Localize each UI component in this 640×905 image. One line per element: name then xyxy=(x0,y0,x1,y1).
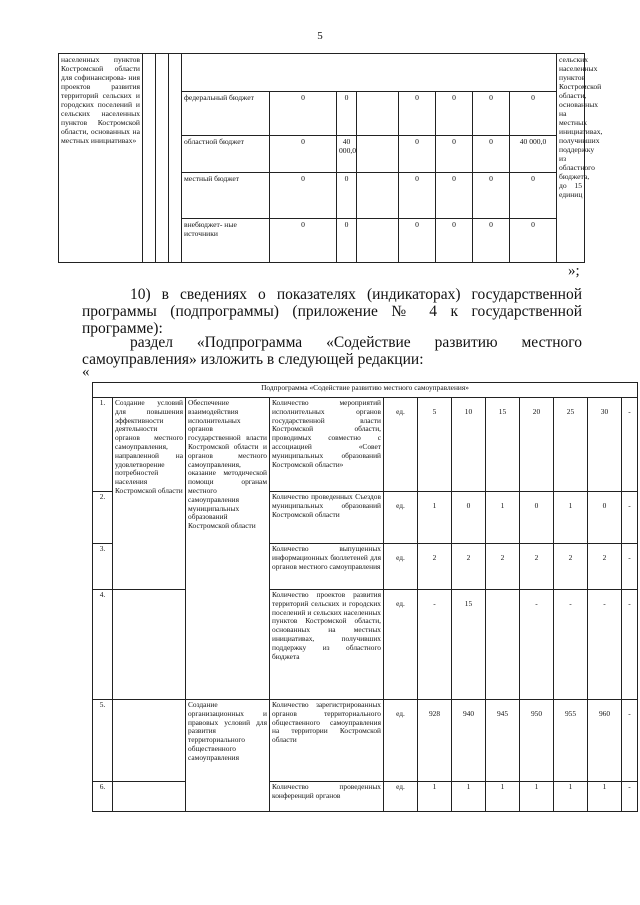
subprogram-header: Подпрограмма «Содействие развитию местного самоуправления» xyxy=(93,383,638,398)
table-row xyxy=(93,398,638,492)
indicator-name: Количество мероприятий исполнительных органов государственной власти Костромской области, проводимых совместно с ассоциацией «Совет муниципальных образований Костромской области» xyxy=(270,398,384,492)
unit: ед. xyxy=(384,700,418,782)
cell: 0 xyxy=(520,492,554,544)
cell: - xyxy=(418,590,452,700)
cell: 0 xyxy=(399,219,436,263)
cell: 5 xyxy=(418,398,452,492)
cell: 1 xyxy=(588,782,622,812)
cell: 0 xyxy=(510,173,557,219)
cell: 955 xyxy=(554,700,588,782)
unit: ед. xyxy=(384,492,418,544)
paragraph-10 xyxy=(82,286,582,337)
row-number: 3. xyxy=(93,544,113,590)
cell: 950 xyxy=(520,700,554,782)
cell: - xyxy=(622,398,638,492)
cell: 1 xyxy=(520,782,554,812)
task-cell: Создание организационных и правовых условий для развития территориального общественного самоуправления xyxy=(186,700,270,812)
cell: - xyxy=(554,590,588,700)
cell: 0 xyxy=(452,492,486,544)
cell: - xyxy=(622,544,638,590)
cell: - xyxy=(622,782,638,812)
unit: ед. xyxy=(384,544,418,590)
cell: 40 000,0 xyxy=(510,136,557,173)
cell: 1 xyxy=(554,782,588,812)
paragraph-text: раздел «Подпрограмма «Содействие развитию местного самоуправления» изложить в следующей редакции: xyxy=(82,334,582,368)
cell: 940 xyxy=(452,700,486,782)
funding-source: федеральный бюджет xyxy=(182,92,270,136)
cell: 0 xyxy=(436,173,473,219)
funding-table xyxy=(58,53,603,263)
indicator-name: Количество проведенных конференций органов xyxy=(270,782,384,812)
cell: 0 xyxy=(270,219,337,263)
cell: 0 xyxy=(510,219,557,263)
page-number: 5 xyxy=(317,30,323,42)
funding-source: местный бюджет xyxy=(182,173,270,219)
cell: 0 xyxy=(473,173,510,219)
cell: - xyxy=(520,590,554,700)
cell: - xyxy=(622,492,638,544)
cell: 25 xyxy=(554,398,588,492)
cell: 1 xyxy=(486,782,520,812)
indicator-name: Количество проектов развития территорий сельских и городских поселений и сельских населенных пунктов Костромской области, основанных на местных инициативах, получивших поддержку из областного бюджета xyxy=(270,590,384,700)
paragraph-section xyxy=(82,334,582,368)
cell xyxy=(486,590,520,700)
cell: 0 xyxy=(473,92,510,136)
cell: 0 xyxy=(270,136,337,173)
cell: 0 xyxy=(399,92,436,136)
cell: 10 xyxy=(452,398,486,492)
unit: ед. xyxy=(384,782,418,812)
indicators-table xyxy=(92,382,638,812)
indicator-name: Количество выпущенных информационных бюллетеней для органов местного самоуправления xyxy=(270,544,384,590)
funding-left-text: населенных пунктов Костромской области для софинансирова- ния проектов развития территорий сельских и городских поселений и сельских населенных пунктов Костромской области, основанных на местных инициативах» xyxy=(59,54,143,263)
cell: 0 xyxy=(436,92,473,136)
cell: 0 xyxy=(473,219,510,263)
cell: 2 xyxy=(486,544,520,590)
cell: 0 xyxy=(337,219,357,263)
funding-right-text: сельских населенных пунктов Костромской области, основанных на местных инициативах, получивших поддержку из областного бюджета, до 15 единиц xyxy=(557,54,585,263)
cell: 0 xyxy=(270,92,337,136)
cell: 15 xyxy=(486,398,520,492)
cell: 2 xyxy=(588,544,622,590)
cell: 0 xyxy=(473,136,510,173)
cell: 15 xyxy=(452,590,486,700)
table-row xyxy=(93,782,638,812)
cell: - xyxy=(588,590,622,700)
cell: 2 xyxy=(520,544,554,590)
cell: 1 xyxy=(418,492,452,544)
table-row xyxy=(93,590,638,700)
task-cell: Обеспечение взаимодействия исполнительных органов государственной власти Костромской области и органов местного самоуправления, оказание методической помощи органам местного самоуправления муниципальных образований Костромской области xyxy=(186,398,270,700)
cell: 1 xyxy=(486,492,520,544)
indicator-name: Количество зарегистрированных органов территориального общественного самоуправления на территории Костромской области xyxy=(270,700,384,782)
cell: 0 xyxy=(436,136,473,173)
cell: 0 xyxy=(399,173,436,219)
cell: 928 xyxy=(418,700,452,782)
unit: ед. xyxy=(384,398,418,492)
cell: 30 xyxy=(588,398,622,492)
funding-source: областной бюджет xyxy=(182,136,270,173)
cell: 0 xyxy=(337,92,357,136)
cell: 2 xyxy=(418,544,452,590)
cell: 0 xyxy=(399,136,436,173)
row-number: 5. xyxy=(93,700,113,782)
cell: 1 xyxy=(554,492,588,544)
row-number: 6. xyxy=(93,782,113,812)
row-number: 4. xyxy=(93,590,113,700)
cell: 0 xyxy=(337,173,357,219)
cell: - xyxy=(622,590,638,700)
row-number: 2. xyxy=(93,492,113,544)
funding-source: внебюджет- ные источники xyxy=(182,219,270,263)
cell: 20 xyxy=(520,398,554,492)
cell: 0 xyxy=(510,92,557,136)
cell: 960 xyxy=(588,700,622,782)
cell: 2 xyxy=(554,544,588,590)
closing-quote: »; xyxy=(568,263,580,279)
cell: 1 xyxy=(418,782,452,812)
cell: 0 xyxy=(270,173,337,219)
indicator-name: Количество проведенных Съездов муниципальных образований Костромской области xyxy=(270,492,384,544)
cell: - xyxy=(622,700,638,782)
table-row xyxy=(93,700,638,782)
row-number: 1. xyxy=(93,398,113,492)
unit: ед. xyxy=(384,590,418,700)
paragraph-text: 10) в сведениях о показателях (индикаторах) государственной программы (подпрограммы) (приложение № 4 к государственной программе): xyxy=(82,286,582,337)
cell: 0 xyxy=(588,492,622,544)
cell: 1 xyxy=(452,782,486,812)
open-quote: « xyxy=(82,364,90,380)
cell: 2 xyxy=(452,544,486,590)
cell: 40 000,0 xyxy=(337,136,357,173)
cell: 0 xyxy=(436,219,473,263)
goal-cell: Создание условий для повышения эффективности деятельности органов местного самоуправления, направленной на удовлетворение потребностей населения Костромской области xyxy=(113,398,186,590)
cell: 945 xyxy=(486,700,520,782)
